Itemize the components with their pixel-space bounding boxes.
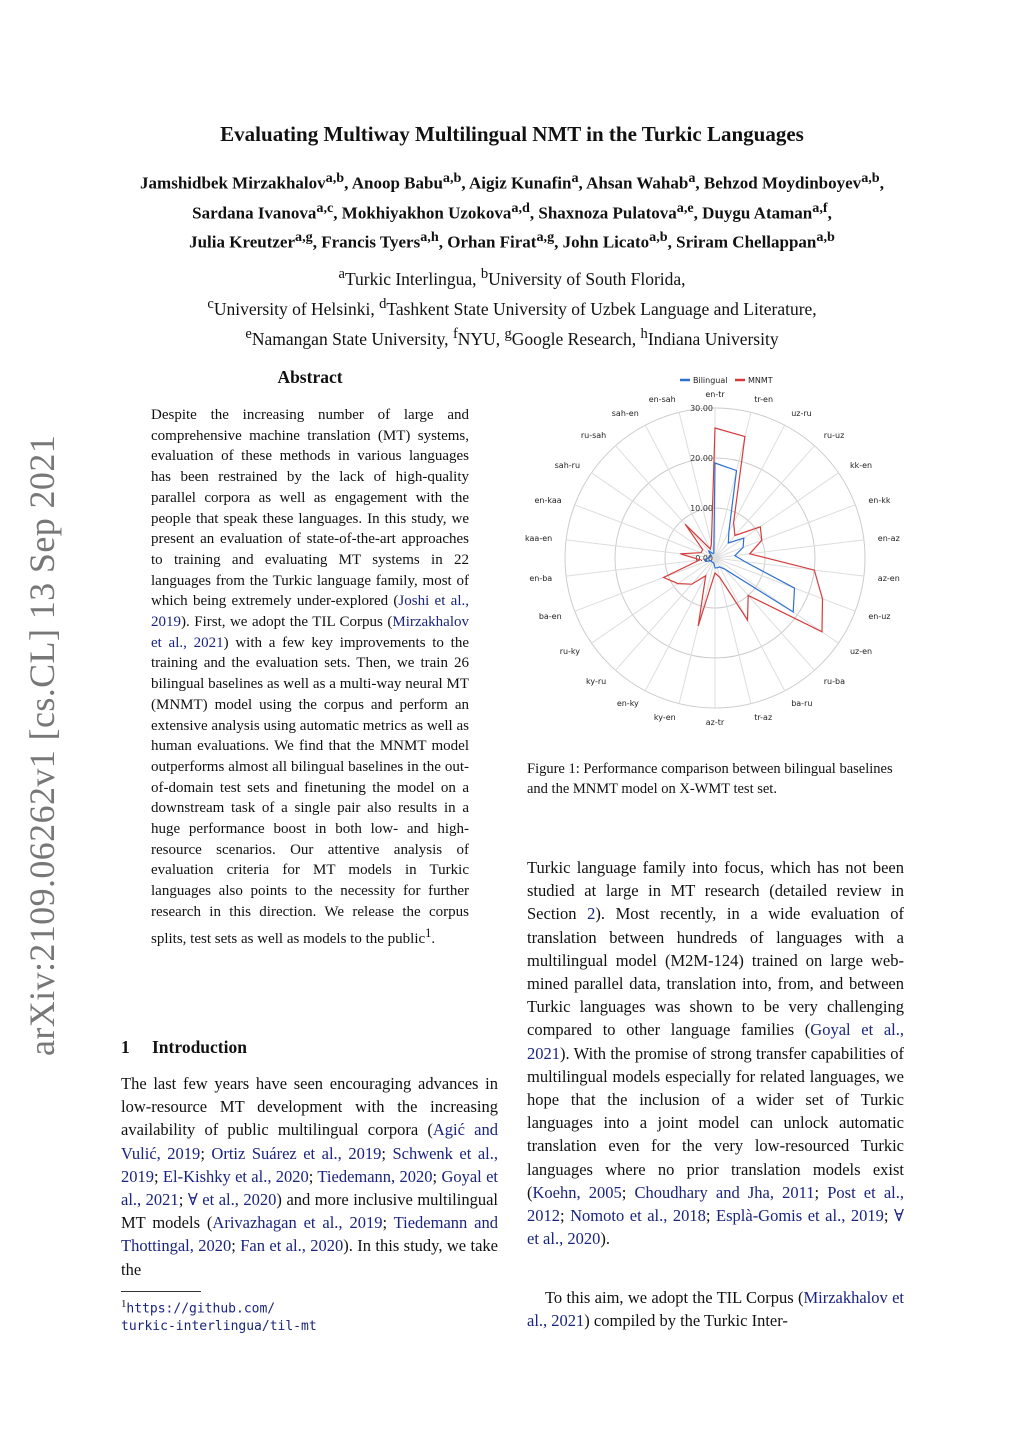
affiliations — [60, 262, 964, 351]
radar-category-label: kaa-en — [525, 534, 553, 544]
paper-title: Evaluating Multiway Multilingual NMT in the Turkic Languages — [220, 122, 804, 146]
footnote-mark: 1 — [121, 1298, 127, 1310]
affiliation-line: $^a$Turkic Interlingua, $^b$University of South Florida, — [338, 266, 686, 289]
radar-category-label: en-az — [877, 534, 900, 544]
radar-category-label: az-en — [877, 573, 900, 583]
section-number: 1 — [121, 1037, 130, 1057]
radar-tick-label: 0.00 — [695, 554, 713, 563]
author-line: Sardana Ivanova$^{a,c}$, Mokhiyakhon Uzokova$^{a,d}$, Shaxnoza Pulatova$^{a,e}$, Duygu Ataman$^{a,f}$, — [192, 199, 832, 223]
introduction-body: The last few years have seen encouraging advances in low-resource MT development with the increasing availability of public multilingual corpora (Agić and Vulić, 2019; Ortiz Suárez et al., 2019; Schwenk et al., 2019; El-Kishky et al., 2020; Tiedemann, 2020; Goyal et al., 2021; ∀ et al., 2020) and more inclusive multilingual MT models (Arivazhagan et al., 2019; Tiedemann and Thottingal, 2020; Fan et al., 2020). In this study, we take the — [121, 1074, 499, 1279]
arxiv-identifier: arXiv:2109.06262v1 [cs.CL] 13 Sep 2021 — [22, 434, 62, 1056]
radar-tick-label: 30.00 — [690, 404, 713, 413]
abstract-heading: Abstract — [277, 367, 343, 387]
radar-category-label: kk-en — [849, 460, 873, 470]
radar-category-label: en-uz — [868, 612, 891, 622]
radar-spoke — [715, 558, 751, 704]
radar-chart — [525, 368, 910, 748]
radar-category-label: en-ky — [616, 699, 639, 709]
footnote — [121, 1295, 501, 1336]
affiliation-line: $^c$University of Helsinki, $^d$Tashkent State University of Uzbek Language and Literature, — [207, 295, 817, 319]
section-heading — [121, 1037, 247, 1058]
legend-label: Bilingual — [693, 376, 728, 385]
radar-category-label: uz-en — [849, 647, 873, 657]
radar-category-label: en-tr — [705, 390, 725, 399]
radar-tick-label: 10.00 — [690, 504, 713, 513]
radar-category-label: ru-ba — [823, 676, 845, 686]
legend-label: MNMT — [748, 376, 773, 385]
radar-spoke — [679, 558, 715, 704]
author-line: Julia Kreutzer$^{a,g}$, Francis Tyers$^{a,h}$, Orhan Firat$^{a,g}$, John Licato$^{a,b}$, Sriram Chellappan$^{a,b}$ — [189, 229, 835, 252]
footnote-rule — [121, 1291, 201, 1292]
radar-category-label: en-kaa — [534, 495, 562, 505]
radar-category-label: ru-uz — [823, 431, 845, 441]
radar-category-label: az-tr — [705, 718, 725, 727]
radar-category-label: ky-ru — [586, 676, 607, 686]
radar-series-mnmt — [664, 428, 823, 632]
radar-category-label: en-kk — [868, 495, 891, 505]
section-title: Introduction — [152, 1037, 247, 1057]
radar-category-label: sah-en — [611, 408, 639, 418]
right-column-paragraph: Turkic language family into focus, which has not been studied at large in MT research (detailed review in Section 2). Most recently, in a wide evaluation of translation between hundreds of languages with a multilingual model (M2M-124) trained on large web-mined parallel data, translation into, from, and between Turkic languages was shown to be very challenging compared to other language families (Goyal et al., 2021). With the promise of strong transfer capabilities of multilingual models especially for related languages, we hope that the inclusion of a wider set of Turkic languages into a joint model can unlock automatic translation even for the very low-resourced Turkic languages where no prior translation models exist (Koehn, 2005; Choudhary and Jha, 2011; Post et al., 2012; Nomoto et al., 2018; Esplà-Gomis et al., 2019; ∀ et al., 2020). — [527, 858, 904, 1249]
author-list — [40, 166, 984, 255]
radar-category-label: uz-ru — [791, 408, 812, 418]
radar-category-label: ba-en — [538, 612, 562, 622]
radar-spoke — [715, 412, 751, 558]
radar-category-label: tr-en — [754, 394, 774, 404]
abstract-body: Despite the increasing number of large and comprehensive machine translation (MT) systems, evaluation of these methods in various languages has been restrained by the lack of high-quality parallel corpora as well as engagement with the people that speak these languages. In this study, we present an evaluation of state-of-the-art approaches to training and evaluating MT systems in 22 languages from the Turkic language family, most of which being extremely under-explored (Joshi et al., 2019). First, we adopt the TIL Corpus (Mirzakhalov et al., 2021) with a few key improvements to the training and the evaluation sets. Then, we train 26 bilingual baselines as well as a multi-way neural MT (MNMT) model using the corpus and perform an extensive analysis using automatic metrics as well as human evaluations. We find that the MNMT model outperforms almost all bilingual baselines in the out-of-domain test sets and finetuning the model on a downstream task of a single pair also results in a huge performance boost in both low- and high-resource scenarios. Our attentive analysis of evaluation criteria for MT models in Turkic languages also points to the necessity for further research in this direction. We release the corpus splits, test sets as well as models to the public$^1$. — [151, 407, 469, 947]
radar-category-label: en-ba — [529, 573, 553, 583]
radar-category-label: ky-en — [653, 713, 676, 723]
radar-category-label: ru-sah — [580, 431, 607, 441]
radar-category-label: tr-az — [754, 713, 773, 723]
radar-category-label: ru-ky — [559, 647, 581, 657]
author-line: Jamshidbek Mirzakhalov$^{a,b}$, Anoop Babu$^{a,b}$, Aigiz Kunafin$^a$, Ahsan Wahab$^a$, Behzod Moydinboyev$^{a,b}$, — [140, 170, 884, 193]
right-column-paragraph: To this aim, we adopt the TIL Corpus (Mirzakhalov et al., 2021) compiled by the Turkic Inter- — [527, 1288, 904, 1331]
affiliation-line: $^e$Namangan State University, $^f$NYU, $^g$Google Research, $^h$Indiana University — [245, 325, 779, 349]
radar-category-label: sah-ru — [554, 460, 581, 470]
radar-category-label: en-sah — [648, 394, 676, 404]
figure-caption: Figure 1: Performance comparison between bilingual baselines and the MNMT model on X-WMT test set. — [527, 761, 893, 797]
radar-tick-label: 20.00 — [690, 454, 713, 463]
radar-category-label: ba-ru — [791, 699, 813, 709]
footnote-url[interactable]: https://github.com/ turkic-interlingua/til-mt — [121, 1301, 317, 1335]
radar-series-bilingual — [705, 463, 794, 612]
